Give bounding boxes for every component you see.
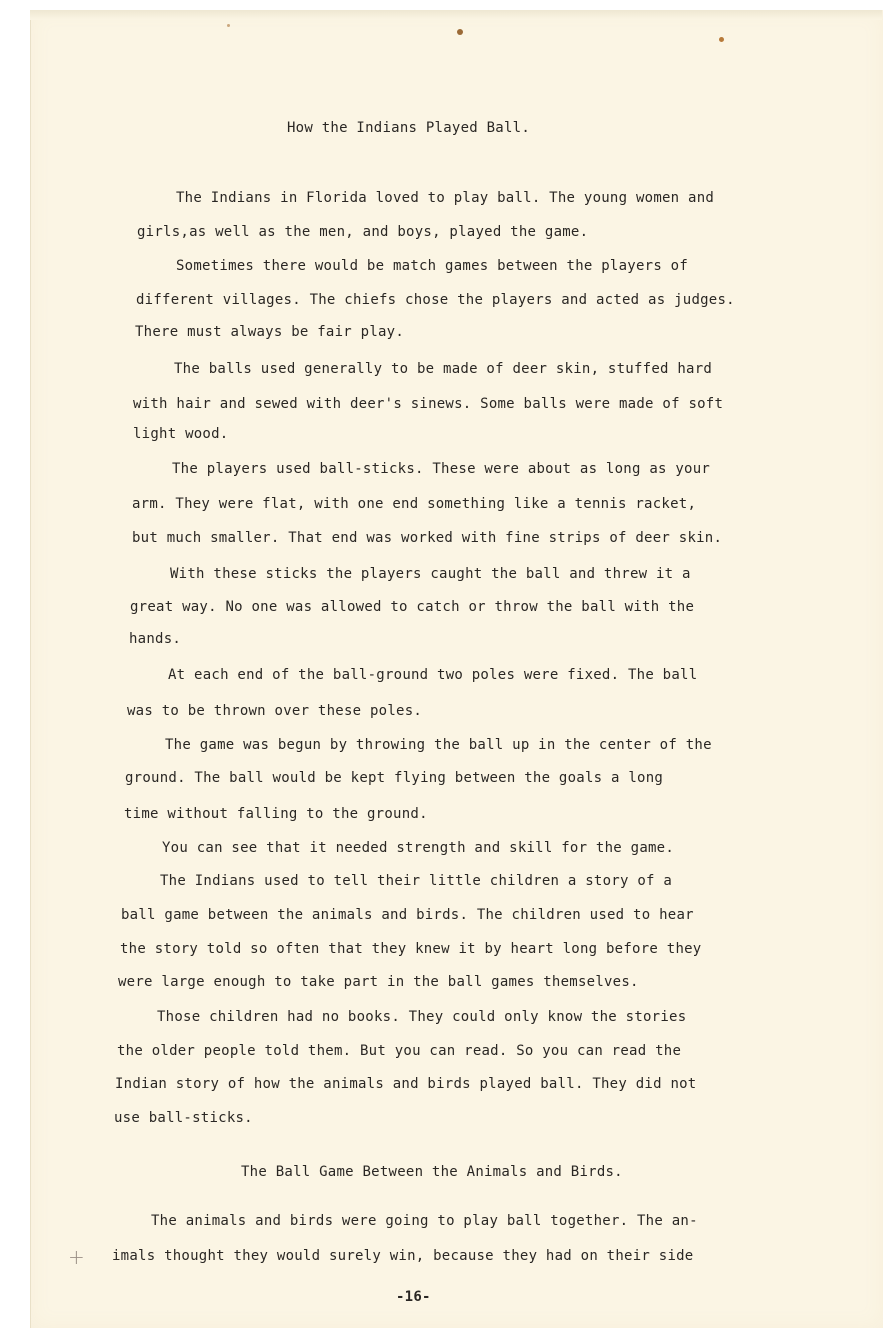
margin-mark: + bbox=[68, 1245, 85, 1269]
body-line: Those children had no books. They could only know the stories bbox=[157, 1009, 687, 1025]
body-line: were large enough to take part in the ball games themselves. bbox=[118, 974, 639, 990]
body-line: with hair and sewed with deer's sinews. Some balls were made of soft bbox=[133, 396, 724, 412]
story-line: imals thought they would surely win, because they had on their side bbox=[112, 1248, 694, 1264]
body-line: arm. They were flat, with one end something like a tennis racket, bbox=[132, 496, 697, 512]
body-line: light wood. bbox=[133, 426, 229, 442]
body-line: You can see that it needed strength and skill for the game. bbox=[162, 840, 675, 856]
body-line: The Indians in Florida loved to play ball. The young women and bbox=[176, 190, 715, 206]
stain-speck bbox=[227, 24, 230, 27]
body-line: time without falling to the ground. bbox=[124, 806, 428, 822]
body-line: The game was begun by throwing the ball up in the center of the bbox=[165, 737, 712, 753]
scan-edge bbox=[30, 10, 882, 20]
page-number: -16- bbox=[396, 1289, 431, 1305]
body-line: the story told so often that they knew it by heart long before they bbox=[120, 941, 702, 957]
stain-speck bbox=[719, 37, 724, 42]
body-line: The Indians used to tell their little children a story of a bbox=[160, 873, 673, 889]
body-line: The players used ball-sticks. These were about as long as your bbox=[172, 461, 711, 477]
body-line: There must always be fair play. bbox=[135, 324, 405, 340]
body-line: At each end of the ball-ground two poles were fixed. The ball bbox=[168, 667, 698, 683]
body-line: With these sticks the players caught the ball and threw it a bbox=[170, 566, 691, 582]
body-line: Sometimes there would be match games between the players of bbox=[176, 258, 689, 274]
body-line: great way. No one was allowed to catch or throw the ball with the bbox=[130, 599, 695, 615]
body-line: use ball-sticks. bbox=[114, 1110, 253, 1126]
body-line: the older people told them. But you can read. So you can read the bbox=[117, 1043, 682, 1059]
page-title: How the Indians Played Ball. bbox=[287, 120, 531, 136]
body-line: Indian story of how the animals and birds played ball. They did not bbox=[115, 1076, 697, 1092]
story-title: The Ball Game Between the Animals and Birds. bbox=[241, 1164, 623, 1180]
body-line: ball game between the animals and birds. The children used to hear bbox=[121, 907, 694, 923]
body-line: different villages. The chiefs chose the players and acted as judges. bbox=[136, 292, 735, 308]
body-line: ground. The ball would be kept flying between the goals a long bbox=[125, 770, 664, 786]
body-line: but much smaller. That end was worked with fine strips of deer skin. bbox=[132, 530, 723, 546]
stain-speck bbox=[457, 29, 463, 35]
body-line: hands. bbox=[129, 631, 182, 647]
body-line: The balls used generally to be made of deer skin, stuffed hard bbox=[174, 361, 713, 377]
story-line: The animals and birds were going to play ball together. The an- bbox=[151, 1213, 698, 1229]
body-line: girls,as well as the men, and boys, played the game. bbox=[137, 224, 589, 240]
body-line: was to be thrown over these poles. bbox=[127, 703, 423, 719]
